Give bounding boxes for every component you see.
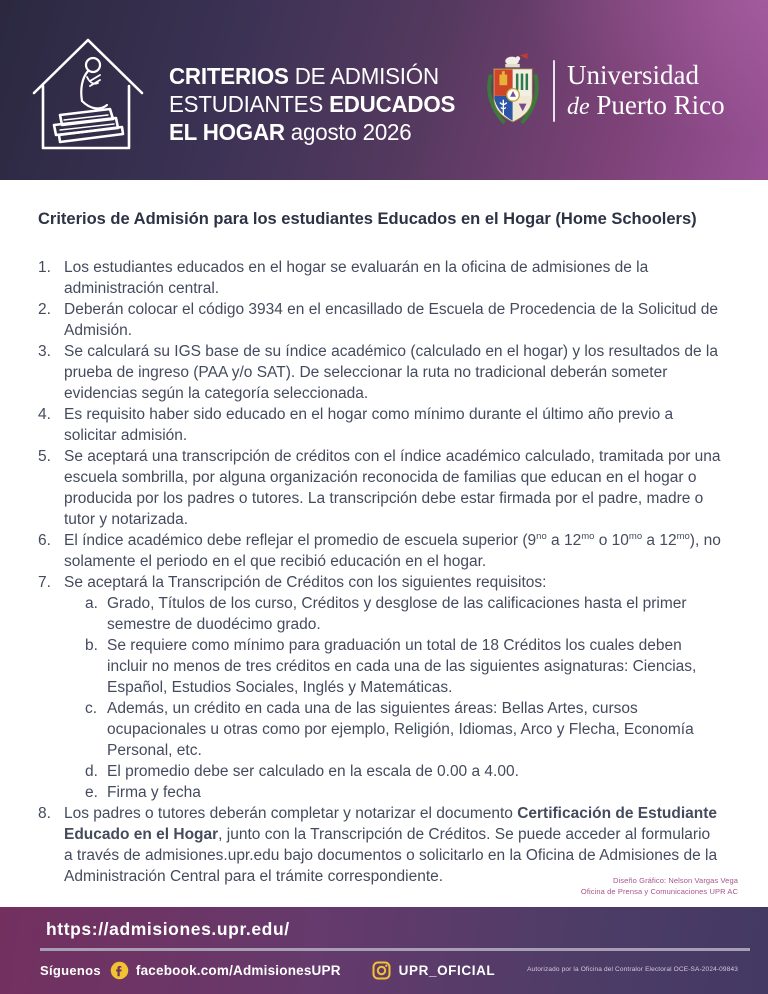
footer-bar: [0, 907, 768, 994]
list-item-5: 5. Se aceptará una transcripción de créditos con el índice académico calculado, tramitada por una escuela sombrilla, por alguna organización reconocida de familias que educan en el hogar o producida por los padres o tutores. La transcripción debe estar firmada por el padre, madre o tutor y notarizada.: [38, 448, 721, 528]
list-item-8: 8. Los padres o tutores deberán completar y notarizar el documento Certificación de Estudiante Educado en el Hogar, junto con la Transcripción de Créditos. Se puede acceder al formulario a través de admisiones.upr.edu bajo documentos o solicitarlo en la Oficina de Admisiones de la Administración Central para el trámite correspondiente.: [38, 803, 723, 887]
criteria-content: [0, 180, 768, 887]
upr-brand: [484, 52, 725, 130]
electoral-authorization-note: Autorizado por la Oficina del Contralor Electoral OCE-SA-2024-09843: [527, 966, 738, 973]
list-item-2: 2. Deberán colocar el código 3934 en el encasillado de Escuela de Procedencia de la Solicitud de Admisión.: [38, 301, 719, 339]
admissions-url-link[interactable]: https://admisiones.upr.edu/: [46, 919, 290, 939]
header-banner: [0, 0, 768, 180]
list-item-7e: e. Firma y fecha: [85, 784, 201, 801]
facebook-icon[interactable]: [110, 961, 129, 980]
list-item-7a: a. Grado, Títulos de los curso, Créditos y desglose de las calificaciones hasta el primer semestre de duodécimo grado.: [85, 595, 687, 633]
instagram-handle-link[interactable]: UPR_OFICIAL: [398, 962, 496, 978]
social-row: [40, 958, 495, 982]
flyer-title: [169, 62, 455, 146]
credit-line-1: Diseño Gráfico: Nelson Vargas Vega: [613, 876, 738, 885]
list-item-8-text: Los padres o tutores deberán completar y notarizar el documento Certificación de Estudiante Educado en el Hogar, junto con la Transcripción de Créditos. Se puede acceder al formulario a través de admisiones.upr.edu bajo documentos o solicitarlo en la Oficina de Admisiones de la Administración Central para el trámite correspondiente.: [64, 805, 718, 885]
brand-divider: [553, 60, 555, 122]
list-item-6: 6. El índice académico debe reflejar el promedio de escuela superior ($9^{no}$ a $12^{mo}$ o $10^{mo}$ a $12^{mo}$), no solamente el periodo en el que recibió educación en el hogar.: [38, 530, 723, 572]
list-item-7c: c. Además, un crédito en cada una de las siguientes áreas: Bellas Artes, cursos ocupacionales u otras como por ejemplo, Religión, Idiomas, Arco y Flecha, Economía Personal, etc.: [85, 700, 694, 759]
upr-crest-icon: [484, 52, 542, 130]
facebook-handle-link[interactable]: facebook.com/AdmisionesUPR: [135, 962, 341, 978]
list-item-7b: b. Se requiere como mínimo para graduación un total de 18 Créditos los cuales deben incluir no menos de tres créditos en cada una de las siguientes asignaturas: Ciencias, Español, Estudios Sociales, Inglés y Matemáticas.: [85, 637, 697, 696]
title-line-2: ESTUDIANTES EDUCADOS: [169, 91, 456, 117]
university-name-line2: de Puerto Rico: [567, 90, 725, 120]
page-title: Criterios de Admisión para los estudiantes Educados en el Hogar (Home Schoolers): [38, 210, 697, 228]
university-name: [567, 60, 725, 122]
list-item-6-text: El índice académico debe reflejar el promedio de escuela superior ($9^{no}$ a $12^{mo}$ o $10^{mo}$ a $12^{mo}$), no solamente el periodo en el que recibió educación en el hogar.: [64, 530, 721, 570]
credit-line-2: Oficina de Prensa y Comunicaciones UPR AC: [580, 886, 738, 896]
follow-label: Síguenos: [40, 962, 101, 978]
list-item-7: 7. Se aceptará la Transcripción de Créditos con los siguientes requisitos:: [38, 574, 547, 591]
list-item-1: 1. Los estudiantes educados en el hogar se evaluarán en la oficina de admisiones de la administración central.: [38, 259, 649, 297]
house-reading-icon: [30, 31, 146, 152]
list-item-4: 4. Es requisito haber sido educado en el hogar como mínimo durante el último año previo a solicitar admisión.: [38, 406, 674, 444]
university-name-line1: Universidad: [567, 60, 699, 90]
title-line-1: CRITERIOS DE ADMISIÓN: [169, 63, 439, 89]
list-item-3: 3. Se calculará su IGS base de su índice académico (calculado en el hogar) y los resultados de la prueba de ingreso (PAA y/o SAT). De seleccionar la ruta no tradicional deberán someter evidencias según la categoría seleccionada.: [38, 343, 718, 402]
footer-divider: [40, 948, 750, 951]
design-credits: [581, 876, 738, 897]
title-line-3: EL HOGAR agosto 2026: [169, 119, 412, 145]
list-item-7d: d. El promedio debe ser calculado en la escala de 0.00 a 4.00.: [85, 763, 519, 780]
instagram-icon[interactable]: [372, 961, 391, 980]
